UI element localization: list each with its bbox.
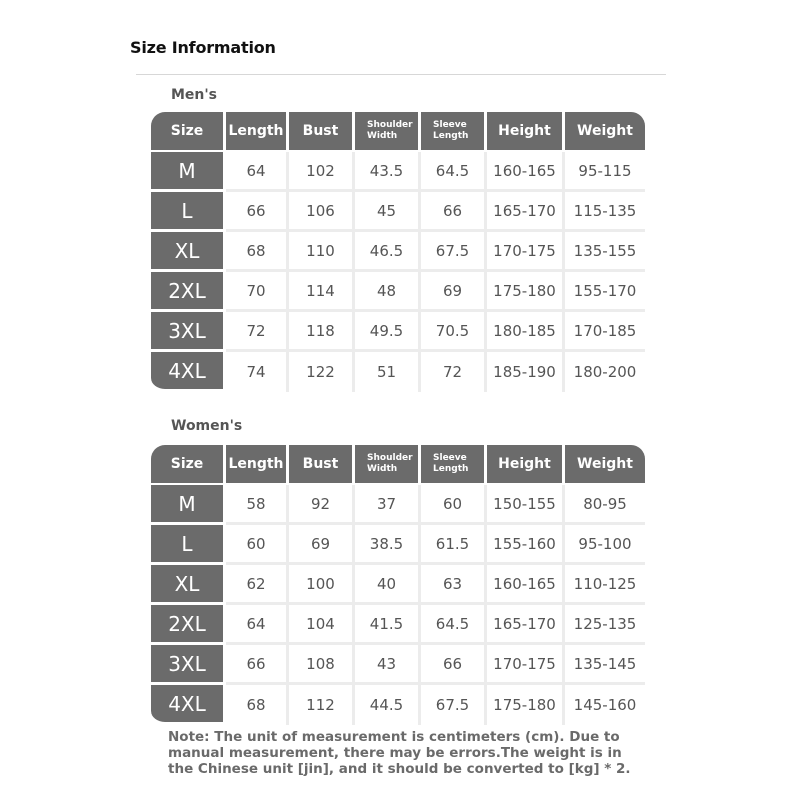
header-length: Length [226, 445, 289, 483]
length-cell: 62 [226, 565, 289, 605]
header-shoulder-width-line-1: Shoulder [367, 120, 413, 130]
height-cell: 170-175 [487, 645, 565, 685]
title-divider [136, 74, 666, 75]
size-label-cell: L [151, 525, 226, 565]
sleeve-cell: 67.5 [421, 685, 487, 725]
header-shoulder-width [355, 112, 421, 150]
shoulder-cell: 48 [355, 272, 421, 312]
size-label-cell: 2XL [151, 272, 226, 312]
header-sleeve-length [421, 445, 487, 483]
weight-cell: 145-160 [565, 685, 645, 725]
length-cell: 74 [226, 352, 289, 392]
weight-cell: 155-170 [565, 272, 645, 312]
bust-cell: 100 [289, 565, 355, 605]
shoulder-cell: 37 [355, 485, 421, 525]
height-cell: 185-190 [487, 352, 565, 392]
mens-section-title: Men's [171, 87, 218, 103]
weight-cell: 115-135 [565, 192, 645, 232]
size-label-cell: 4XL [151, 685, 226, 725]
header-weight: Weight [565, 112, 645, 150]
height-cell: 155-160 [487, 525, 565, 565]
measurement-note: Note: The unit of measurement is centimeters (cm). Due to manual measurement, there may be errors.The weight is in the Chinese unit [jin], and it should be converted to [kg] * 2. [168, 729, 631, 777]
header-sleeve-length [421, 112, 487, 150]
length-cell: 66 [226, 645, 289, 685]
height-cell: 165-170 [487, 192, 565, 232]
size-label-cell: 3XL [151, 645, 226, 685]
shoulder-cell: 43.5 [355, 152, 421, 192]
womens-size-table [151, 445, 645, 725]
weight-cell: 135-145 [565, 645, 645, 685]
header-sleeve-length-line-1: Sleeve [433, 120, 467, 130]
shoulder-cell: 38.5 [355, 525, 421, 565]
bust-cell: 122 [289, 352, 355, 392]
sleeve-cell: 66 [421, 645, 487, 685]
bust-cell: 106 [289, 192, 355, 232]
height-cell: 165-170 [487, 605, 565, 645]
weight-cell: 95-100 [565, 525, 645, 565]
weight-cell: 125-135 [565, 605, 645, 645]
page-title: Size Information [130, 38, 276, 57]
bust-cell: 108 [289, 645, 355, 685]
header-sleeve-length-line-1: Sleeve [433, 453, 467, 463]
shoulder-cell: 46.5 [355, 232, 421, 272]
sleeve-cell: 70.5 [421, 312, 487, 352]
size-label-cell: 2XL [151, 605, 226, 645]
length-cell: 58 [226, 485, 289, 525]
bust-cell: 102 [289, 152, 355, 192]
size-label-cell: 3XL [151, 312, 226, 352]
weight-cell: 170-185 [565, 312, 645, 352]
bust-cell: 112 [289, 685, 355, 725]
size-label-cell: XL [151, 232, 226, 272]
header-height: Height [487, 112, 565, 150]
header-shoulder-width-line-2: Width [367, 131, 398, 141]
header-size: Size [151, 445, 226, 483]
height-cell: 170-175 [487, 232, 565, 272]
header-shoulder-width-line-1: Shoulder [367, 453, 413, 463]
height-cell: 175-180 [487, 685, 565, 725]
size-label-cell: 4XL [151, 352, 226, 392]
height-cell: 175-180 [487, 272, 565, 312]
bust-cell: 118 [289, 312, 355, 352]
length-cell: 66 [226, 192, 289, 232]
shoulder-cell: 51 [355, 352, 421, 392]
weight-cell: 180-200 [565, 352, 645, 392]
size-label-cell: L [151, 192, 226, 232]
bust-cell: 114 [289, 272, 355, 312]
header-shoulder-width-line-2: Width [367, 464, 398, 474]
sleeve-cell: 66 [421, 192, 487, 232]
length-cell: 64 [226, 605, 289, 645]
weight-cell: 135-155 [565, 232, 645, 272]
bust-cell: 69 [289, 525, 355, 565]
header-sleeve-length-line-2: Length [433, 131, 469, 141]
size-label-cell: M [151, 485, 226, 525]
bust-cell: 92 [289, 485, 355, 525]
sleeve-cell: 60 [421, 485, 487, 525]
size-label-cell: XL [151, 565, 226, 605]
shoulder-cell: 44.5 [355, 685, 421, 725]
bust-cell: 110 [289, 232, 355, 272]
size-label-cell: M [151, 152, 226, 192]
length-cell: 68 [226, 685, 289, 725]
shoulder-cell: 43 [355, 645, 421, 685]
sleeve-cell: 72 [421, 352, 487, 392]
header-height: Height [487, 445, 565, 483]
sleeve-cell: 69 [421, 272, 487, 312]
header-weight: Weight [565, 445, 645, 483]
shoulder-cell: 49.5 [355, 312, 421, 352]
height-cell: 160-165 [487, 152, 565, 192]
height-cell: 160-165 [487, 565, 565, 605]
header-bust: Bust [289, 112, 355, 150]
header-size: Size [151, 112, 226, 150]
bust-cell: 104 [289, 605, 355, 645]
length-cell: 70 [226, 272, 289, 312]
sleeve-cell: 67.5 [421, 232, 487, 272]
height-cell: 180-185 [487, 312, 565, 352]
length-cell: 64 [226, 152, 289, 192]
weight-cell: 95-115 [565, 152, 645, 192]
shoulder-cell: 45 [355, 192, 421, 232]
length-cell: 68 [226, 232, 289, 272]
header-sleeve-length-line-2: Length [433, 464, 469, 474]
length-cell: 72 [226, 312, 289, 352]
mens-size-table [151, 112, 645, 392]
sleeve-cell: 61.5 [421, 525, 487, 565]
height-cell: 150-155 [487, 485, 565, 525]
header-bust: Bust [289, 445, 355, 483]
shoulder-cell: 41.5 [355, 605, 421, 645]
weight-cell: 80-95 [565, 485, 645, 525]
weight-cell: 110-125 [565, 565, 645, 605]
sleeve-cell: 64.5 [421, 605, 487, 645]
sleeve-cell: 63 [421, 565, 487, 605]
length-cell: 60 [226, 525, 289, 565]
sleeve-cell: 64.5 [421, 152, 487, 192]
womens-section-title: Women's [171, 418, 243, 434]
header-length: Length [226, 112, 289, 150]
header-shoulder-width [355, 445, 421, 483]
shoulder-cell: 40 [355, 565, 421, 605]
